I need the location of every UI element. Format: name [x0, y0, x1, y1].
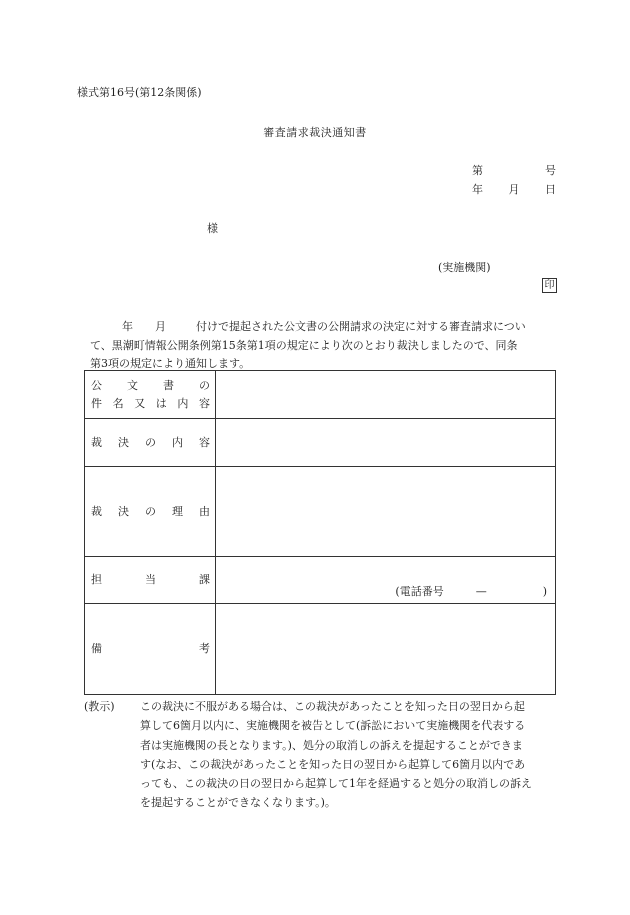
value-remarks[interactable]	[216, 604, 556, 695]
value-decision-content[interactable]	[216, 419, 556, 467]
notice-line: 算して6箇月以内に、実施機関を被告として(訴訟において実施機関を代表する	[140, 719, 526, 733]
notice-line: っても、この裁決の日の翌日から起算して1年を経過すると処分の取消しの訴え	[140, 777, 532, 791]
decision-table	[84, 370, 556, 695]
label-line: 公 文 書 の	[91, 378, 210, 392]
phone-number-field	[395, 583, 547, 599]
intro-line-3: 第3項の規定により通知します。	[90, 357, 251, 370]
number-prefix: 第	[472, 164, 483, 177]
intro-line-1	[90, 318, 556, 337]
notice-tag: (教示)	[84, 700, 115, 713]
number-suffix: 号	[545, 164, 556, 177]
document-title: 審査請求裁決通知書	[263, 126, 367, 139]
notice-line: す(なお、この裁決があったことを知った日の翌日から起算して6箇月以内であ	[140, 757, 526, 771]
date-year: 年	[472, 183, 483, 196]
row-document-name	[85, 371, 556, 419]
intro-line-1-text: 付けで提起された公文書の公開請求の決定に対する審査請求につい	[196, 320, 526, 333]
intro-month: 月	[155, 320, 166, 333]
date-month: 月	[508, 183, 520, 196]
intro-year: 年	[122, 320, 133, 333]
value-decision-reason[interactable]	[216, 467, 556, 557]
phone-close: )	[542, 585, 547, 598]
notice-line: を提起することができなくなります。)。	[140, 796, 336, 810]
notice-line: この裁決に不服がある場合は、この裁決があったことを知った日の翌日から起	[140, 700, 525, 713]
phone-dash: —	[475, 585, 487, 598]
row-department	[85, 557, 556, 604]
label-decision-content: 裁 決 の 内 容	[85, 419, 216, 467]
seal-mark: 印	[542, 278, 557, 293]
label-line: 件 名 又 は 内 容	[91, 396, 210, 410]
addressee-suffix: 様	[207, 222, 218, 235]
document-number-row	[472, 164, 556, 178]
appeal-notice	[84, 697, 556, 813]
label-document-name	[85, 371, 216, 419]
notice-line: 者は実施機関の長となります。)、処分の取消しの訴えを提起することができま	[140, 738, 523, 752]
label-department: 担 当 課	[85, 557, 216, 604]
phone-label: (電話番号	[395, 585, 444, 598]
row-decision-content	[85, 419, 556, 467]
document-date-row	[472, 183, 556, 197]
value-department[interactable]	[216, 557, 556, 604]
issuing-agency: (実施機関)	[438, 261, 491, 274]
row-decision-reason	[85, 467, 556, 557]
row-remarks	[85, 604, 556, 695]
label-remarks: 備 考	[85, 604, 216, 695]
intro-line-2: て、黒潮町情報公開条例第15条第1項の規定により次のとおり裁決しましたので、同条	[90, 338, 518, 352]
date-day: 日	[545, 183, 556, 196]
label-decision-reason: 裁 決 の 理 由	[85, 467, 216, 557]
value-document-name[interactable]	[216, 371, 556, 419]
form-id: 様式第16号(第12条関係)	[77, 86, 202, 99]
intro-paragraph	[90, 318, 556, 374]
